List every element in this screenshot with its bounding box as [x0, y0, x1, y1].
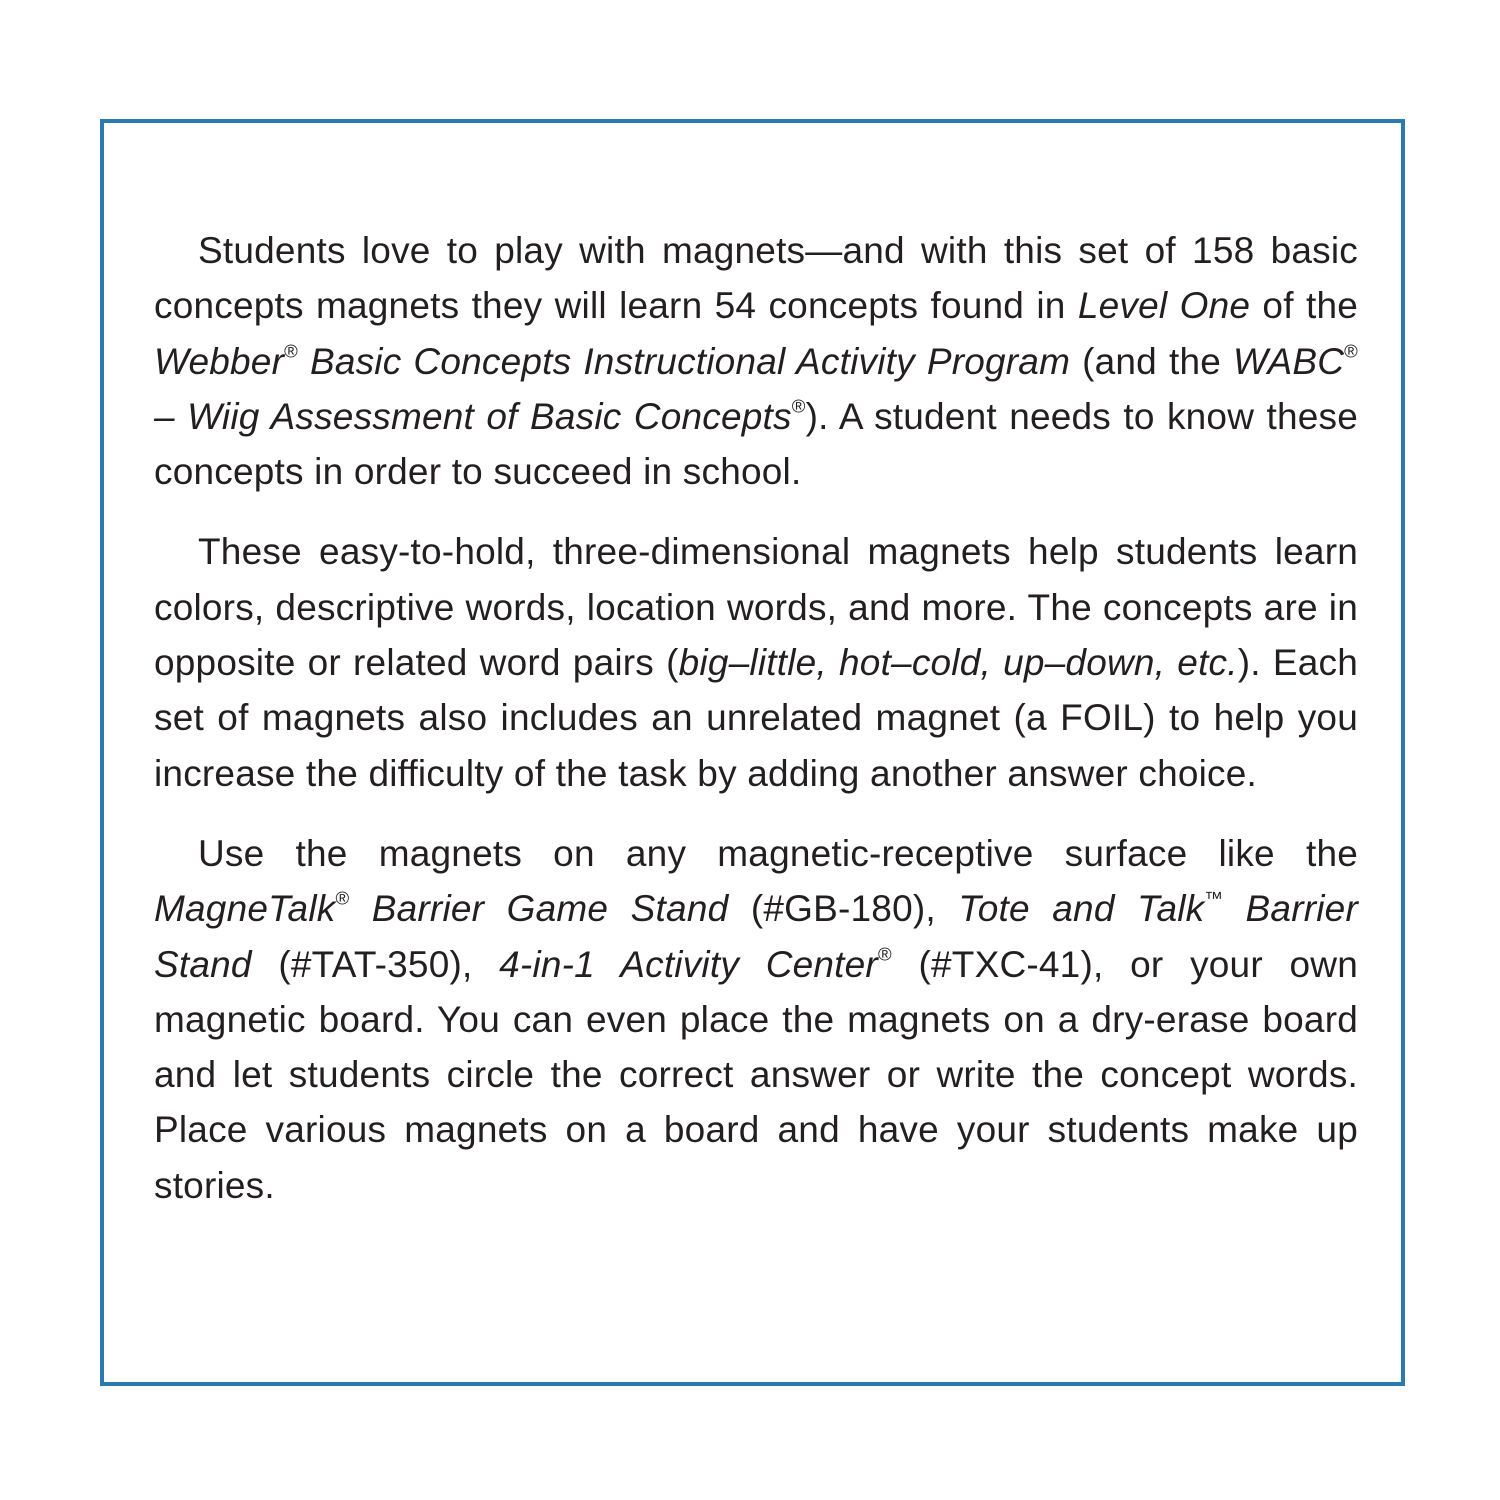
trademark-symbol: ®	[284, 339, 298, 361]
italic-text: – Wiig Assessment of Basic Concepts	[154, 395, 792, 437]
text-run: (#GB-180),	[728, 888, 959, 930]
italic-text: Basic Concepts Instructional Activity Program	[297, 340, 1071, 382]
text-run: Use the magnets on any magnetic-receptive surface like the	[198, 832, 1358, 874]
content-frame	[100, 119, 1405, 1386]
italic-text: Barrier Game Stand	[349, 888, 729, 930]
trademark-symbol: ®	[335, 887, 350, 909]
trademark-symbol: ®	[791, 395, 806, 417]
italic-text: MagneTalk	[154, 888, 336, 930]
paragraph-usage	[154, 826, 1358, 1213]
description-text	[154, 223, 1358, 1238]
text-run: (#TAT-350),	[251, 943, 500, 985]
text-run: Students love to play with magnets—and with this set of 158 basic concepts magnets they will learn 54 concepts found in	[154, 230, 1358, 327]
italic-text: Tote and Talk	[958, 888, 1205, 930]
text-run: (#TXC-41), or your own magnetic board. You can even place the magnets on a dry-erase board and let students circle the correct answer or write the concept words. Place various magnets on a board and have your students make up stories.	[154, 943, 1359, 1206]
italic-text: big–little, hot–cold, up–down, etc.	[678, 642, 1238, 684]
italic-text: Barrier Stand	[154, 888, 1358, 985]
text-run: (and the	[1070, 340, 1234, 382]
paragraph-features	[154, 524, 1358, 800]
trademark-symbol: ™	[1204, 887, 1224, 909]
text-run: ). Each set of magnets also includes an unrelated magnet (a FOIL) to help you increase the difficulty of the task by adding another answer choice.	[154, 642, 1358, 794]
trademark-symbol: ®	[877, 942, 892, 964]
italic-text: Webber	[154, 340, 285, 382]
italic-text: Level One	[1077, 285, 1251, 327]
paragraph-intro	[154, 223, 1358, 499]
trademark-symbol: ®	[1344, 339, 1358, 361]
italic-text: 4-in-1 Activity Center	[499, 943, 878, 985]
italic-text: WABC	[1233, 340, 1345, 382]
text-run: ). A student needs to know these concepts in order to succeed in school.	[154, 395, 1358, 493]
text-run: of the	[1250, 285, 1358, 327]
text-run: These easy-to-hold, three-dimensional magnets help students learn colors, descriptive words, location words, and more. The concepts are in opposite or related word pairs (	[154, 531, 1358, 684]
